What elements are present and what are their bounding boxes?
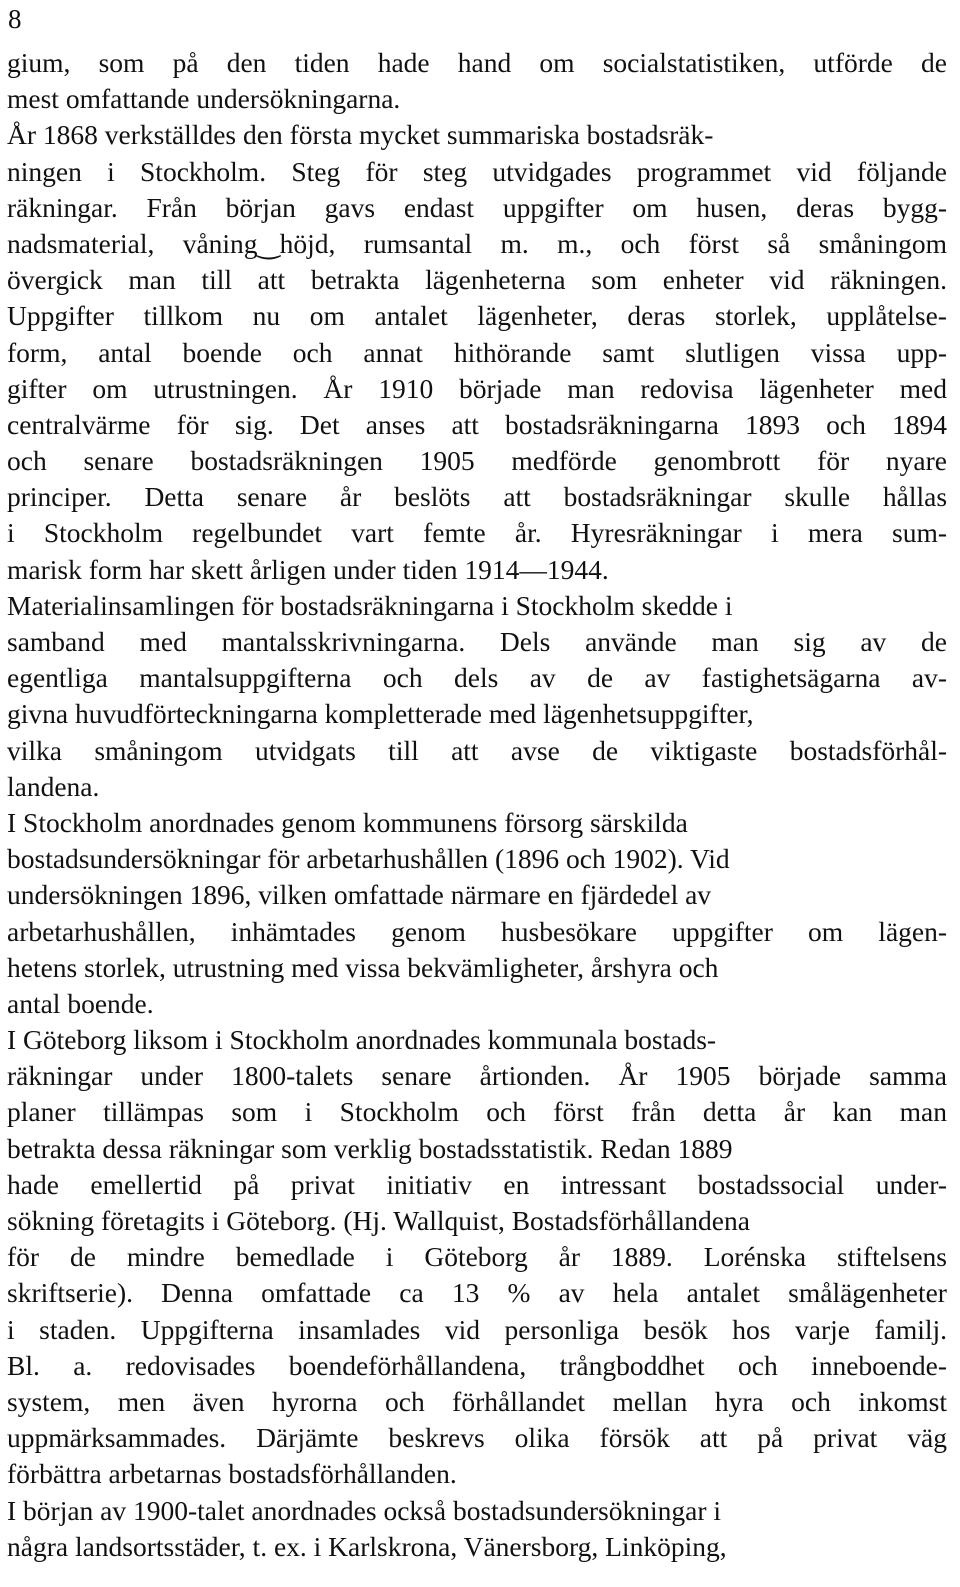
text-line: bostadsundersökningar för arbetarhushållen (1896 och 1902). Vid	[7, 843, 730, 875]
text-line: egentliga mantalsuppgifterna och dels av de av fastighetsägarna av-	[7, 662, 947, 694]
text-line: hade emellertid på privat initiativ en intressant bostadssocial under-	[7, 1168, 947, 1200]
text-line: År 1868 verkställdes den första mycket summariska bostadsräk-	[7, 119, 714, 151]
text-line: mest omfattande undersökningarna.	[7, 83, 401, 115]
text-line: Uppgifter tillkom nu om antalet lägenheter, deras storlek, upplåtelse-	[7, 300, 947, 332]
text-line: system, men även hyrorna och förhållandet mellan hyra och inkomst	[7, 1385, 947, 1417]
text-line: landena.	[7, 770, 100, 802]
text-line: samband med mantalsskrivningarna. Dels använde man sig av de	[7, 626, 947, 657]
text-line: gifter om utrustningen. År 1910 började man redovisa lägenheter med	[7, 372, 947, 404]
text-line: nadsmaterial, våning‿höjd, rumsantal m. m., och först så småningom	[7, 227, 947, 259]
text-line: sökning företagits i Göteborg. (Hj. Wallquist, Bostadsförhållandena	[7, 1205, 750, 1236]
text-line: för de mindre bemedlade i Göteborg år 1889. Lorénska stiftelsens	[7, 1241, 947, 1273]
text-line: betrakta dessa räkningar som verklig bostadsstatistik. Redan 1889	[7, 1132, 733, 1164]
text-line: centralvärme för sig. Det anses att bostadsräkningarna 1893 och 1894	[7, 408, 947, 440]
text-line: skriftserie). Denna omfattade ca 13 % av hela antalet smålägenheter	[7, 1277, 947, 1309]
body-text	[7, 45, 947, 1565]
page-number: 8	[8, 4, 22, 34]
text-line: I början av 1900-talet anordnades också bostadsundersökningar i	[7, 1494, 722, 1526]
text-line: räkningar. Från början gavs endast uppgifter om husen, deras bygg-	[7, 191, 947, 223]
text-line: gium, som på den tiden hade hand om socialstatistiken, utförde de	[7, 47, 947, 78]
text-line: I Göteborg liksom i Stockholm anordnades kommunala bostads-	[7, 1024, 717, 1056]
text-line: planer tillämpas som i Stockholm och först från detta år kan man	[7, 1096, 947, 1128]
text-line: arbetarhushållen, inhämtades genom husbesökare uppgifter om lägen-	[7, 915, 948, 947]
text-line: form, antal boende och annat hithörande samt slutligen vissa upp-	[7, 336, 947, 368]
text-line: givna huvudförteckningarna kompletterade med lägenhetsuppgifter,	[7, 698, 754, 730]
text-line: undersökningen 1896, vilken omfattade närmare en fjärdedel av	[7, 879, 712, 911]
text-line: hetens storlek, utrustning med vissa bekvämligheter, årshyra och	[7, 951, 719, 983]
text-line: antal boende.	[7, 987, 154, 1019]
text-line: Materialinsamlingen för bostadsräkningarna i Stockholm skedde i	[7, 589, 733, 621]
text-line: uppmärksammades. Därjämte beskrevs olika försök att på privat väg	[7, 1422, 947, 1454]
text-line: I Stockholm anordnades genom kommunens försorg särskilda	[7, 806, 688, 838]
text-line: i staden. Uppgifterna insamlades vid personliga besök hos varje familj.	[7, 1313, 948, 1345]
text-line: i Stockholm regelbundet vart femte år. Hyresräkningar i mera sum-	[7, 517, 948, 549]
text-line: räkningar under 1800-talets senare årtionden. År 1905 började samma	[7, 1060, 948, 1092]
text-line: marisk form har skett årligen under tiden 1914—1944.	[7, 553, 609, 585]
text-line: Bl. a. redovisades boendeförhållandena, trångboddhet och inneboende-	[7, 1349, 948, 1381]
text-line: ningen i Stockholm. Steg för steg utvidgades programmet vid följande	[7, 155, 947, 187]
text-line: förbättra arbetarnas bostadsförhållanden.	[7, 1458, 457, 1490]
text-line: vilka småningom utvidgats till att avse de viktigaste bostadsförhål-	[7, 734, 948, 766]
text-line: några landsortsstäder, t. ex. i Karlskrona, Vänersborg, Linköping,	[7, 1530, 727, 1562]
text-line: principer. Detta senare år beslöts att bostadsräkningar skulle hållas	[7, 481, 948, 513]
text-line: övergick man till att betrakta lägenheterna som enheter vid räkningen.	[7, 264, 948, 296]
text-line: och senare bostadsräkningen 1905 medförde genombrott för nyare	[7, 445, 947, 477]
